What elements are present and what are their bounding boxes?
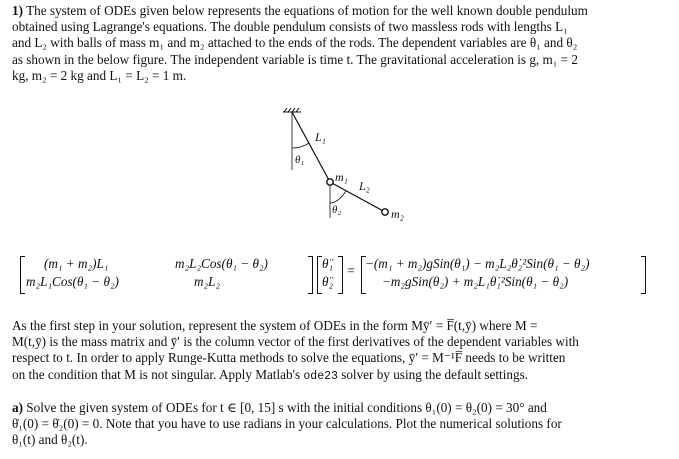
mass-matrix-left-bracket (20, 256, 25, 294)
intro-line-4: as shown in the below figure. The independent variable is time t. The gravitational acceleration is g, m₁ = 2 (12, 51, 578, 67)
accel-theta2: θ̈₂ (322, 274, 334, 289)
theta2-arc (330, 191, 346, 203)
mass-matrix-m21: m₂L₁Cos(θ₁ − θ₂) (26, 274, 119, 289)
mass-1 (327, 179, 333, 185)
problem-intro (12, 3, 668, 84)
label-L1: L₁ (315, 130, 326, 144)
mass-matrix-m22: m₂L₂ (194, 274, 221, 289)
part-a-line-2: θ̇₁(0) = θ̇₂(0) = 0. Note that you have to use radians in your calculations. Plot the numerical solutions for (12, 416, 562, 432)
ode23-code: ode23 (303, 369, 338, 383)
accel-vector-right-bracket (338, 256, 343, 294)
instructions-line-3: respect to t. In order to apply Runge-Kutta methods to solve the equations, ȳ′ = M⁻¹F̅ needs to be written (12, 350, 566, 366)
problem-number: 1) (12, 3, 23, 18)
double-pendulum-figure (270, 108, 420, 223)
accel-theta1: θ̈₁ (322, 256, 334, 271)
rod-1 (292, 112, 330, 182)
label-m1: m₁ (335, 170, 348, 184)
part-a (12, 400, 668, 449)
instructions-paragraph (12, 318, 668, 385)
mass-matrix-m11: (m₁ + m₂)L₁ (44, 256, 109, 271)
intro-line-2: obtained using Lagrange's equations. The double pendulum consists of two massless rods with lengths L₁ (12, 19, 568, 35)
label-L2: L₂ (359, 179, 370, 193)
instructions-line-4b: solver by using the default settings. (341, 366, 528, 382)
intro-line-5: kg, m₂ = 2 kg and L₁ = L₂ = 1 m. (12, 67, 187, 83)
mass-2 (382, 209, 388, 215)
force-f1: −(m₁ + m₂)gSin(θ₁) − m₂L₂θ̇₂²Sin(θ₁ − θ₂) (365, 256, 590, 271)
label-theta2: θ₂ (332, 204, 342, 216)
instructions-line-1: As the first step in your solution, represent the system of ODEs in the form Mȳ′ = F̅(t,ȳ) where M = (12, 318, 538, 333)
matrix-equation (20, 252, 665, 296)
force-f2: −m₂gSin(θ₂) + m₂L₁θ̇₁²Sin(θ₁ − θ₂) (382, 274, 569, 289)
part-a-line-1: Solve the given system of ODEs for t ∈ [0, 15] s with the initial conditions θ₁(0) = θ₂(0) = 30° and (26, 400, 547, 415)
theta1-arc (292, 143, 309, 148)
intro-line-3: and L₂ with balls of mass m₁ and m₂ attached to the ends of the rods. The dependent variables are θ₁ and θ₂ (12, 35, 578, 51)
equals-sign: = (347, 264, 355, 279)
label-theta1: θ₁ (295, 154, 305, 166)
instructions-line-2: M(t,ȳ) is the mass matrix and ȳ′ is the column vector of the first derivatives of the dependent variables with (12, 334, 579, 350)
label-m2: m₂ (391, 207, 404, 221)
ceiling-support (283, 108, 301, 112)
mass-matrix-m12: m₂L₂Cos(θ₁ − θ₂) (175, 256, 268, 271)
mass-matrix-right-bracket (308, 256, 313, 294)
intro-line-1: The system of ODEs given below represents the equations of motion for the well known double pendulum (26, 3, 588, 18)
part-a-line-3: θ₁(t) and θ₂(t). (12, 432, 88, 448)
instructions-line-4a: on the condition that M is not singular. Apply Matlab's (12, 366, 301, 382)
part-a-label: a) (12, 400, 23, 415)
force-vector-right-bracket (641, 256, 646, 294)
